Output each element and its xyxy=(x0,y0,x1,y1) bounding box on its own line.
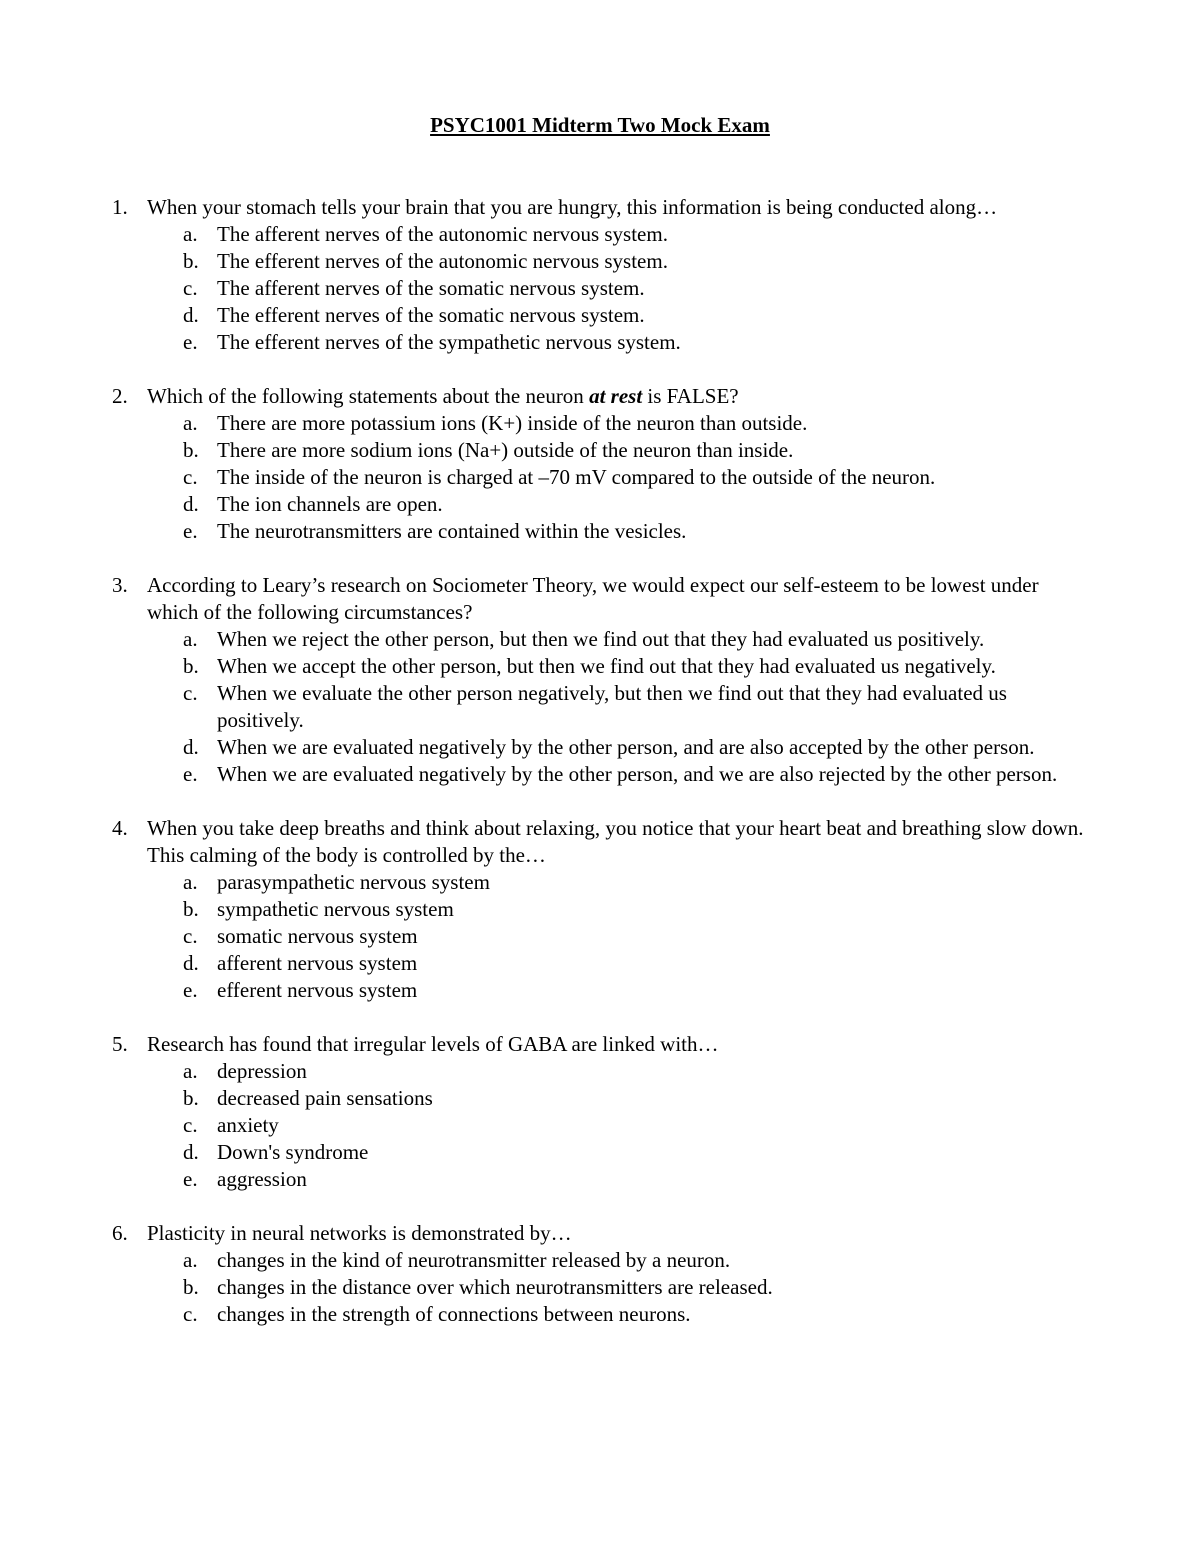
option-letter: c. xyxy=(183,1113,198,1137)
option-e xyxy=(147,518,1088,545)
option-text: There are more potassium ions (K+) inside of the neuron than outside. xyxy=(217,411,808,435)
question-number: 4. xyxy=(112,816,128,840)
option-text: When we are evaluated negatively by the other person, and are also accepted by the other person. xyxy=(217,735,1035,759)
option-letter: e. xyxy=(183,978,198,1002)
option-a xyxy=(147,626,1088,653)
question-number: 3. xyxy=(112,573,128,597)
option-text: depression xyxy=(217,1059,307,1083)
option-letter: e. xyxy=(183,519,198,543)
option-b xyxy=(147,1085,1088,1112)
question-stem: When your stomach tells your brain that you are hungry, this information is being conducted along… xyxy=(147,195,998,219)
option-text: When we accept the other person, but then we find out that they had evaluated us negatively. xyxy=(217,654,996,678)
option-text: changes in the kind of neurotransmitter released by a neuron. xyxy=(217,1248,731,1272)
option-d xyxy=(147,302,1088,329)
option-letter: a. xyxy=(183,411,198,435)
option-c xyxy=(147,1301,1088,1328)
option-d xyxy=(147,491,1088,518)
option-text: efferent nervous system xyxy=(217,978,418,1002)
option-e xyxy=(147,977,1088,1004)
option-text: The neurotransmitters are contained within the vesicles. xyxy=(217,519,687,543)
option-list xyxy=(147,1247,1088,1328)
option-letter: d. xyxy=(183,735,199,759)
question-stem: Plasticity in neural networks is demonstrated by… xyxy=(147,1221,572,1245)
option-text: Down's syndrome xyxy=(217,1140,369,1164)
option-d xyxy=(147,1139,1088,1166)
option-e xyxy=(147,329,1088,356)
option-text: The efferent nerves of the autonomic nervous system. xyxy=(217,249,668,273)
option-a xyxy=(147,869,1088,896)
option-text: The efferent nerves of the sympathetic nervous system. xyxy=(217,330,681,354)
option-d xyxy=(147,950,1088,977)
option-b xyxy=(147,437,1088,464)
option-text: anxiety xyxy=(217,1113,279,1137)
option-b xyxy=(147,896,1088,923)
option-text: The efferent nerves of the somatic nervous system. xyxy=(217,303,645,327)
option-text: When we reject the other person, but then we find out that they had evaluated us positively. xyxy=(217,627,985,651)
option-text: somatic nervous system xyxy=(217,924,418,948)
option-text: changes in the distance over which neurotransmitters are released. xyxy=(217,1275,773,1299)
option-letter: c. xyxy=(183,924,198,948)
option-list xyxy=(147,410,1088,545)
option-letter: b. xyxy=(183,249,199,273)
option-list xyxy=(147,1058,1088,1193)
option-letter: d. xyxy=(183,492,199,516)
question-stem-before: Which of the following statements about the neuron xyxy=(147,384,590,408)
question-stem-emphasis: at rest xyxy=(589,384,643,408)
option-letter: a. xyxy=(183,627,198,651)
option-a xyxy=(147,410,1088,437)
option-text: afferent nervous system xyxy=(217,951,418,975)
option-c xyxy=(147,923,1088,950)
option-c xyxy=(147,1112,1088,1139)
option-c xyxy=(147,680,1088,734)
option-letter: e. xyxy=(183,330,198,354)
option-letter: b. xyxy=(183,897,199,921)
question-number: 5. xyxy=(112,1032,128,1056)
option-letter: e. xyxy=(183,1167,198,1191)
question-stem: According to Leary’s research on Sociometer Theory, we would expect our self-esteem to be lowest under which of the following circumstances? xyxy=(147,573,1039,624)
option-c xyxy=(147,464,1088,491)
option-text: changes in the strength of connections between neurons. xyxy=(217,1302,691,1326)
option-b xyxy=(147,248,1088,275)
option-text: When we are evaluated negatively by the other person, and we are also rejected by the other person. xyxy=(217,762,1058,786)
option-text: The inside of the neuron is charged at –70 mV compared to the outside of the neuron. xyxy=(217,465,936,489)
option-b xyxy=(147,1274,1088,1301)
option-a xyxy=(147,221,1088,248)
question-stem: When you take deep breaths and think about relaxing, you notice that your heart beat and breathing slow down. This calming of the body is controlled by the… xyxy=(147,816,1084,867)
option-letter: c. xyxy=(183,681,198,705)
option-letter: b. xyxy=(183,1275,199,1299)
option-text: The afferent nerves of the autonomic nervous system. xyxy=(217,222,668,246)
question-5 xyxy=(0,1031,1200,1193)
option-letter: b. xyxy=(183,654,199,678)
option-text: The afferent nerves of the somatic nervous system. xyxy=(217,276,645,300)
option-text: The ion channels are open. xyxy=(217,492,443,516)
option-letter: c. xyxy=(183,465,198,489)
option-letter: d. xyxy=(183,1140,199,1164)
question-list xyxy=(0,194,1200,1355)
option-text: There are more sodium ions (Na+) outside of the neuron than inside. xyxy=(217,438,794,462)
question-number: 1. xyxy=(112,195,128,219)
option-a xyxy=(147,1247,1088,1274)
option-letter: a. xyxy=(183,1248,198,1272)
option-letter: d. xyxy=(183,951,199,975)
question-4 xyxy=(0,815,1200,1004)
option-text: When we evaluate the other person negatively, but then we find out that they had evaluated us positively. xyxy=(217,681,1007,732)
question-1 xyxy=(0,194,1200,356)
page-title: PSYC1001 Midterm Two Mock Exam xyxy=(430,113,770,137)
option-letter: c. xyxy=(183,1302,198,1326)
question-3 xyxy=(0,572,1200,788)
option-letter: d. xyxy=(183,303,199,327)
option-d xyxy=(147,734,1088,761)
option-letter: e. xyxy=(183,762,198,786)
option-text: decreased pain sensations xyxy=(217,1086,433,1110)
option-list xyxy=(147,626,1088,788)
question-6 xyxy=(0,1220,1200,1328)
option-letter: c. xyxy=(183,276,198,300)
option-letter: a. xyxy=(183,870,198,894)
option-letter: b. xyxy=(183,438,199,462)
question-stem xyxy=(147,383,1088,410)
option-list xyxy=(147,221,1088,356)
option-text: parasympathetic nervous system xyxy=(217,870,490,894)
question-number: 6. xyxy=(112,1221,128,1245)
option-c xyxy=(147,275,1088,302)
question-stem: Research has found that irregular levels of GABA are linked with… xyxy=(147,1032,719,1056)
option-letter: b. xyxy=(183,1086,199,1110)
question-number: 2. xyxy=(112,384,128,408)
option-text: aggression xyxy=(217,1167,307,1191)
option-letter: a. xyxy=(183,222,198,246)
option-text: sympathetic nervous system xyxy=(217,897,454,921)
question-stem-after: is FALSE? xyxy=(642,384,739,408)
option-a xyxy=(147,1058,1088,1085)
option-e xyxy=(147,761,1088,788)
question-2 xyxy=(0,383,1200,545)
option-e xyxy=(147,1166,1088,1193)
option-b xyxy=(147,653,1088,680)
option-list xyxy=(147,869,1088,1004)
option-letter: a. xyxy=(183,1059,198,1083)
